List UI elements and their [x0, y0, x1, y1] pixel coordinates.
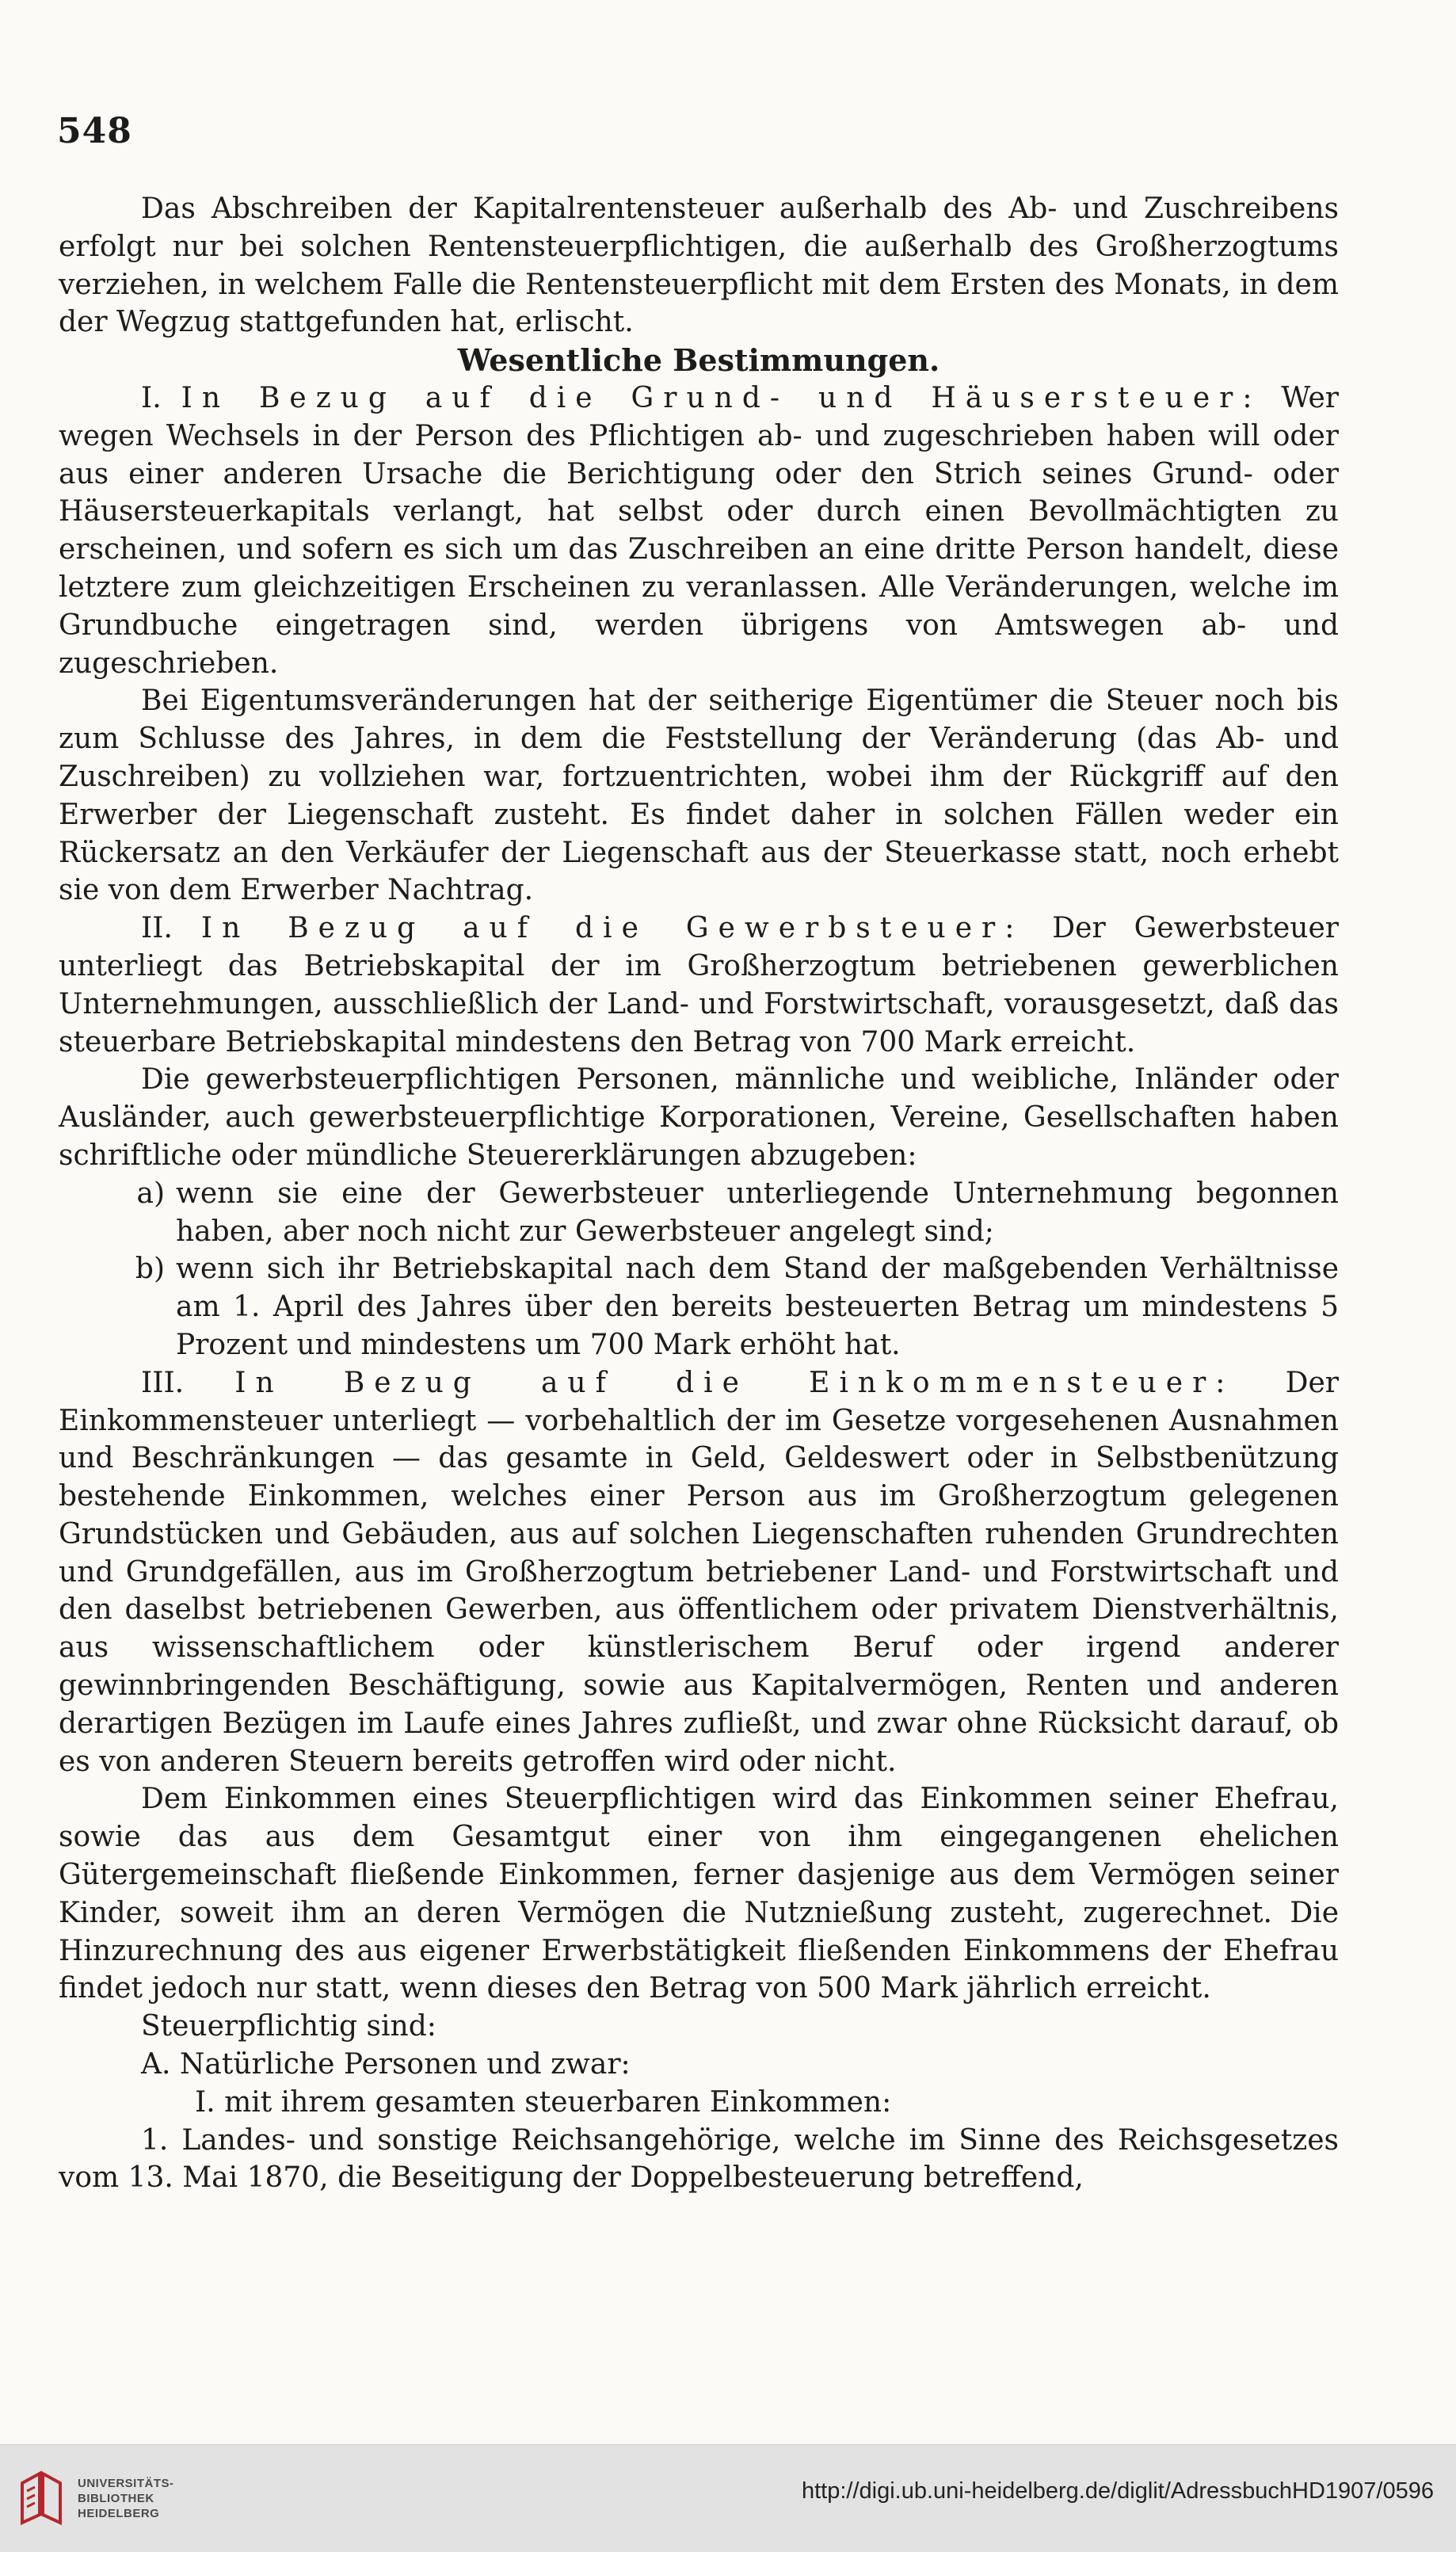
section-1-paragraph — [59, 380, 1339, 682]
natural-persons-line: A. Natürliche Personen und zwar: — [141, 2048, 631, 2081]
logo-line-2: BIBLIOTHEK — [78, 2491, 154, 2505]
page-number: 548 — [57, 111, 132, 151]
section-heading: Wesentliche Bestimmungen. — [457, 342, 940, 379]
section-3-title: In Bezug auf die Einkommensteuer: — [234, 1366, 1235, 1399]
section-2-text: Der Gewerbsteuer unterliegt das Betriebskapital der im Großherzogtum betriebenen gewerblichen Unternehmungen, ausschließlich der Land- und Forstwirtschaft, vorausgesetzt, daß das steuerbare Betriebskapital mindestens den Betrag von 700 Mark erreicht. — [59, 912, 1340, 1059]
total-income-line: I. mit ihrem gesamten steuerbaren Einkommen: — [195, 2085, 892, 2119]
list-item-text: wenn sich ihr Betriebskapital nach dem Stand der maßgebenden Verhältnisse am 1. April des Jahres über den bereits besteuerten Betrag um mindestens 5 Prozent und mindestens um 700 Mark erhöht hat. — [176, 1253, 1339, 1361]
list-item-label: b) — [135, 1253, 165, 1286]
section-2-number: II. — [141, 912, 173, 945]
intro-paragraph: Das Abschreiben der Kapitalrentensteuer außerhalb des Ab- und Zuschreibens erfolgt nur bei solchen Rentensteuerpflichtigen, die außerhalb des Großherzogtums verziehen, in welchem Falle die Rentensteuerpflicht mit dem Ersten des Monats, in dem der Wegzug stattgefunden hat, erlischt. — [59, 193, 1339, 339]
list-item — [59, 1250, 1339, 1364]
list-item-text: wenn sie eine der Gewerbsteuer unterliegende Unternehmung begonnen haben, aber noch nicht zur Gewerbsteuer angelegt sind; — [176, 1177, 1339, 1248]
library-logo-text — [78, 2476, 174, 2521]
library-logo-icon — [16, 2467, 67, 2529]
section-1-paragraph-2: Bei Eigentumsveränderungen hat der seitherige Eigentümer die Steuer noch bis zum Schlusse des Jahres, in dem die Feststellung der Veränderung (das Ab- und Zuschreiben) zu vollziehen war, fortzuentrichten, wobei ihm der Rückgriff auf den Erwerber der Liegenschaft zusteht. Es findet daher in solchen Fällen weder ein Rückersatz an den Verkäufer der Liegenschaft aus der Steuerkasse statt, noch erhebt sie von dem Erwerber Nachtrag. — [59, 685, 1339, 907]
section-3-paragraph-2: Dem Einkommen eines Steuerpflichtigen wird das Einkommen seiner Ehefrau, sowie das aus dem Gesamtgut einer von ihm eingegangenen ehelichen Gütergemeinschaft fließende Einkommen, ferner dasjenige aus dem Vermögen seiner Kinder, soweit ihm an deren Vermögen die Nutznießung zusteht, zugerechnet. Die Hinzurechnung des aus eigener Erwerbstätigkeit fließenden Einkommens der Ehefrau findet jedoch nur statt, wenn dieses den Betrag von 500 Mark jährlich erreicht. — [59, 1783, 1339, 2005]
section-2-paragraph-2: Die gewerbsteuerpflichtigen Personen, männliche und weibliche, Inländer oder Ausländer, auch gewerbsteuerpflichtige Korporationen, Vereine, Gesellschaften haben schriftliche oder mündliche Steuererklärungen abzugeben: — [59, 1063, 1339, 1172]
footer-bar — [0, 2444, 1456, 2552]
list-item — [59, 1175, 1339, 1251]
taxable-persons-line: Steuerpflichtig sind: — [141, 2010, 436, 2043]
reich-citizens-line: 1. Landes- und sonstige Reichsangehörige, welche im Sinne des Reichsgesetzes vom 13. Mai 1870, die Beseitigung der Doppelbesteuerung betreffend, — [59, 2123, 1339, 2195]
logo-line-3: HEIDELBERG — [78, 2506, 160, 2520]
source-url-link[interactable]: http://digi.ub.uni-heidelberg.de/diglit/AdressbuchHD1907/0596 — [801, 2478, 1434, 2504]
page-content — [59, 190, 1339, 2197]
section-3-number: III. — [141, 1366, 185, 1399]
section-3-paragraph — [59, 1364, 1339, 1781]
section-2-paragraph — [59, 910, 1339, 1061]
section-1-text: Wer wegen Wechsels in der Person des Pflichtigen ab- und zugeschrieben haben will oder aus einer anderen Ursache die Berichtigung oder den Strich seines Grund- oder Häusersteuerkapitals verlangt, hat selbst oder durch einen Bevollmächtigten zu erscheinen, und sofern es sich um das Zuschreiben an eine dritte Person handelt, diese letztere zum gleichzeitigen Erscheinen zu veranlassen. Alle Veränderungen, welche im Grundbuche eingetragen sind, werden übrigens von Amtswegen ab- und zugeschrieben. — [59, 381, 1339, 680]
list-item-label: a) — [136, 1177, 165, 1210]
library-logo[interactable] — [16, 2467, 174, 2529]
section-2-title: In Bezug auf die Gewerbsteuer: — [200, 912, 1024, 945]
logo-line-1: UNIVERSITÄTS- — [78, 2476, 174, 2490]
section-1-number: I. — [141, 381, 162, 414]
section-3-text: Der Einkommensteuer unterliegt — vorbehaltlich der im Gesetze vorgesehenen Ausnahmen und Beschränkungen — das gesamte in Geld, Geldeswert oder in Selbstbenützung bestehende Einkommen, welches einer Person aus im Großherzogtum gelegenen Grundstücken und Gebäuden, aus auf solchen Liegenschaften ruhenden Grundrechten und Grundgefällen, aus im Großherzogtum betriebener Land- und Forstwirtschaft und den daselbst betriebenen Gewerben, aus öffentlichem oder privatem Dienstverhältnis, aus wissenschaftlichem oder künstlerischem Beruf oder irgend anderer gewinnbringenden Beschäftigung, sowie aus Kapitalvermögen, Renten und anderen derartigen Bezügen im Laufe eines Jahres zufließt, und zwar ohne Rücksicht darauf, ob es von anderen Steuern bereits getroffen wird oder nicht. — [59, 1366, 1339, 1778]
section-1-title: In Bezug auf die Grund- und Häusersteuer: — [181, 381, 1262, 414]
